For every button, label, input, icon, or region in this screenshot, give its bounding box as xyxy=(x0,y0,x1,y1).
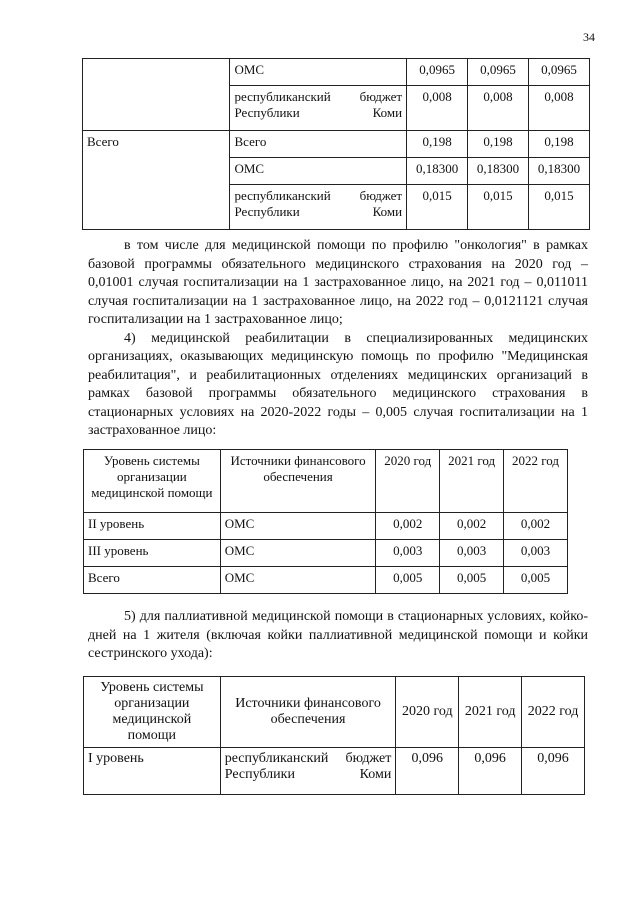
table-cell-source: республиканский бюджет Республики Коми xyxy=(230,185,407,230)
table-cell-value-2020: 0,002 xyxy=(376,513,440,540)
table-cell-value-2020: 0,198 xyxy=(407,131,468,158)
table-cell-level: I уровень xyxy=(84,748,221,795)
table-cell-level: Всего xyxy=(83,131,230,230)
table-cell-value-2021: 0,003 xyxy=(440,540,504,567)
table-cell-level: II уровень xyxy=(84,513,221,540)
paragraph-oncology: в том числе для медицинской помощи по профилю "онкология" в рамках базовой программы обязательного медицинского страхования на 2020 год – 0,01001 случая госпитализации на 1 застрахованное лицо, на 2021 год – 0,011011 случая госпитализации на 1 застрахованное лицо, на 2022 год – 0,0121121 случая госпитализации на 1 застрахованное лицо; xyxy=(88,238,588,327)
page-number: 34 xyxy=(583,30,595,44)
table-cell-value-2021: 0,096 xyxy=(459,748,522,795)
table-row xyxy=(84,540,568,567)
table-cell-source: республиканский бюджет Республики Коми xyxy=(220,748,396,795)
table-cell-value-2022: 0,005 xyxy=(504,567,568,594)
table-cell-value-2022: 0,0965 xyxy=(529,59,590,86)
header-source: Источники финансового обеспечения xyxy=(220,450,376,513)
table-header-row xyxy=(84,677,585,748)
table-cell-value-2021: 0,18300 xyxy=(468,158,529,185)
header-2020: 2020 год xyxy=(396,677,459,748)
table-row xyxy=(83,59,590,86)
table-cell-value-2020: 0,0965 xyxy=(407,59,468,86)
table-cell-value-2020: 0,096 xyxy=(396,748,459,795)
table-cell-source: ОМС xyxy=(230,59,407,86)
table-cell-value-2022: 0,003 xyxy=(504,540,568,567)
table-cell-value-2021: 0,002 xyxy=(440,513,504,540)
header-level: Уровень системы организации медицинской помощи xyxy=(84,450,221,513)
text-block-oncology-rehab xyxy=(88,237,588,441)
table-cell-value-2021: 0,198 xyxy=(468,131,529,158)
palliative-table xyxy=(83,676,585,795)
header-2021: 2021 год xyxy=(440,450,504,513)
table-cell-level xyxy=(83,59,230,131)
paragraph-palliative: 5) для паллиативной медицинской помощи в стационарных условиях, койко-дней на 1 жителя (включая койки паллиативной медицинской помощи и койки сестринского ухода): xyxy=(88,609,588,661)
table-row xyxy=(84,748,585,795)
text-block-palliative xyxy=(88,608,588,664)
table-cell-value-2022: 0,015 xyxy=(529,185,590,230)
table-cell-value-2021: 0,015 xyxy=(468,185,529,230)
paragraph-rehabilitation: 4) медицинской реабилитации в специализированных медицинских организациях, оказывающих медицинскую помощь по профилю "Медицинская реабилитация", и реабилитационных отделениях медицинских организаций в рамках базовой программы обязательного медицинского страхования в стационарных условиях на 2020-2022 годы – 0,005 случая госпитализации на 1 застрахованное лицо: xyxy=(88,330,588,438)
table-cell-source: Всего xyxy=(230,131,407,158)
table-cell-value-2021: 0,005 xyxy=(440,567,504,594)
header-source: Источники финансового обеспечения xyxy=(220,677,396,748)
table-cell-level: III уровень xyxy=(84,540,221,567)
table-cell-source: ОМС xyxy=(220,540,376,567)
rehabilitation-table xyxy=(83,449,568,594)
table-cell-value-2021: 0,0965 xyxy=(468,59,529,86)
hospitalization-table-continued xyxy=(82,58,590,230)
table-cell-value-2020: 0,18300 xyxy=(407,158,468,185)
table-cell-value-2022: 0,008 xyxy=(529,86,590,131)
table-cell-value-2021: 0,008 xyxy=(468,86,529,131)
table-cell-value-2020: 0,003 xyxy=(376,540,440,567)
header-2022: 2022 год xyxy=(504,450,568,513)
table-row xyxy=(84,567,568,594)
header-2021: 2021 год xyxy=(459,677,522,748)
table-cell-value-2020: 0,005 xyxy=(376,567,440,594)
table-cell-value-2022: 0,002 xyxy=(504,513,568,540)
table-cell-source: республиканский бюджет Республики Коми xyxy=(230,86,407,131)
table-cell-source: ОМС xyxy=(220,513,376,540)
header-2020: 2020 год xyxy=(376,450,440,513)
table-cell-source: ОМС xyxy=(230,158,407,185)
table-row xyxy=(84,513,568,540)
table-cell-value-2022: 0,18300 xyxy=(529,158,590,185)
table-row xyxy=(83,131,590,158)
table-cell-value-2020: 0,015 xyxy=(407,185,468,230)
table-cell-value-2022: 0,198 xyxy=(529,131,590,158)
table-cell-level: Всего xyxy=(84,567,221,594)
table-cell-value-2022: 0,096 xyxy=(522,748,585,795)
header-2022: 2022 год xyxy=(522,677,585,748)
table-header-row xyxy=(84,450,568,513)
table-cell-value-2020: 0,008 xyxy=(407,86,468,131)
table-cell-source: ОМС xyxy=(220,567,376,594)
header-level: Уровень системы организации медицинской помощи xyxy=(84,677,221,748)
